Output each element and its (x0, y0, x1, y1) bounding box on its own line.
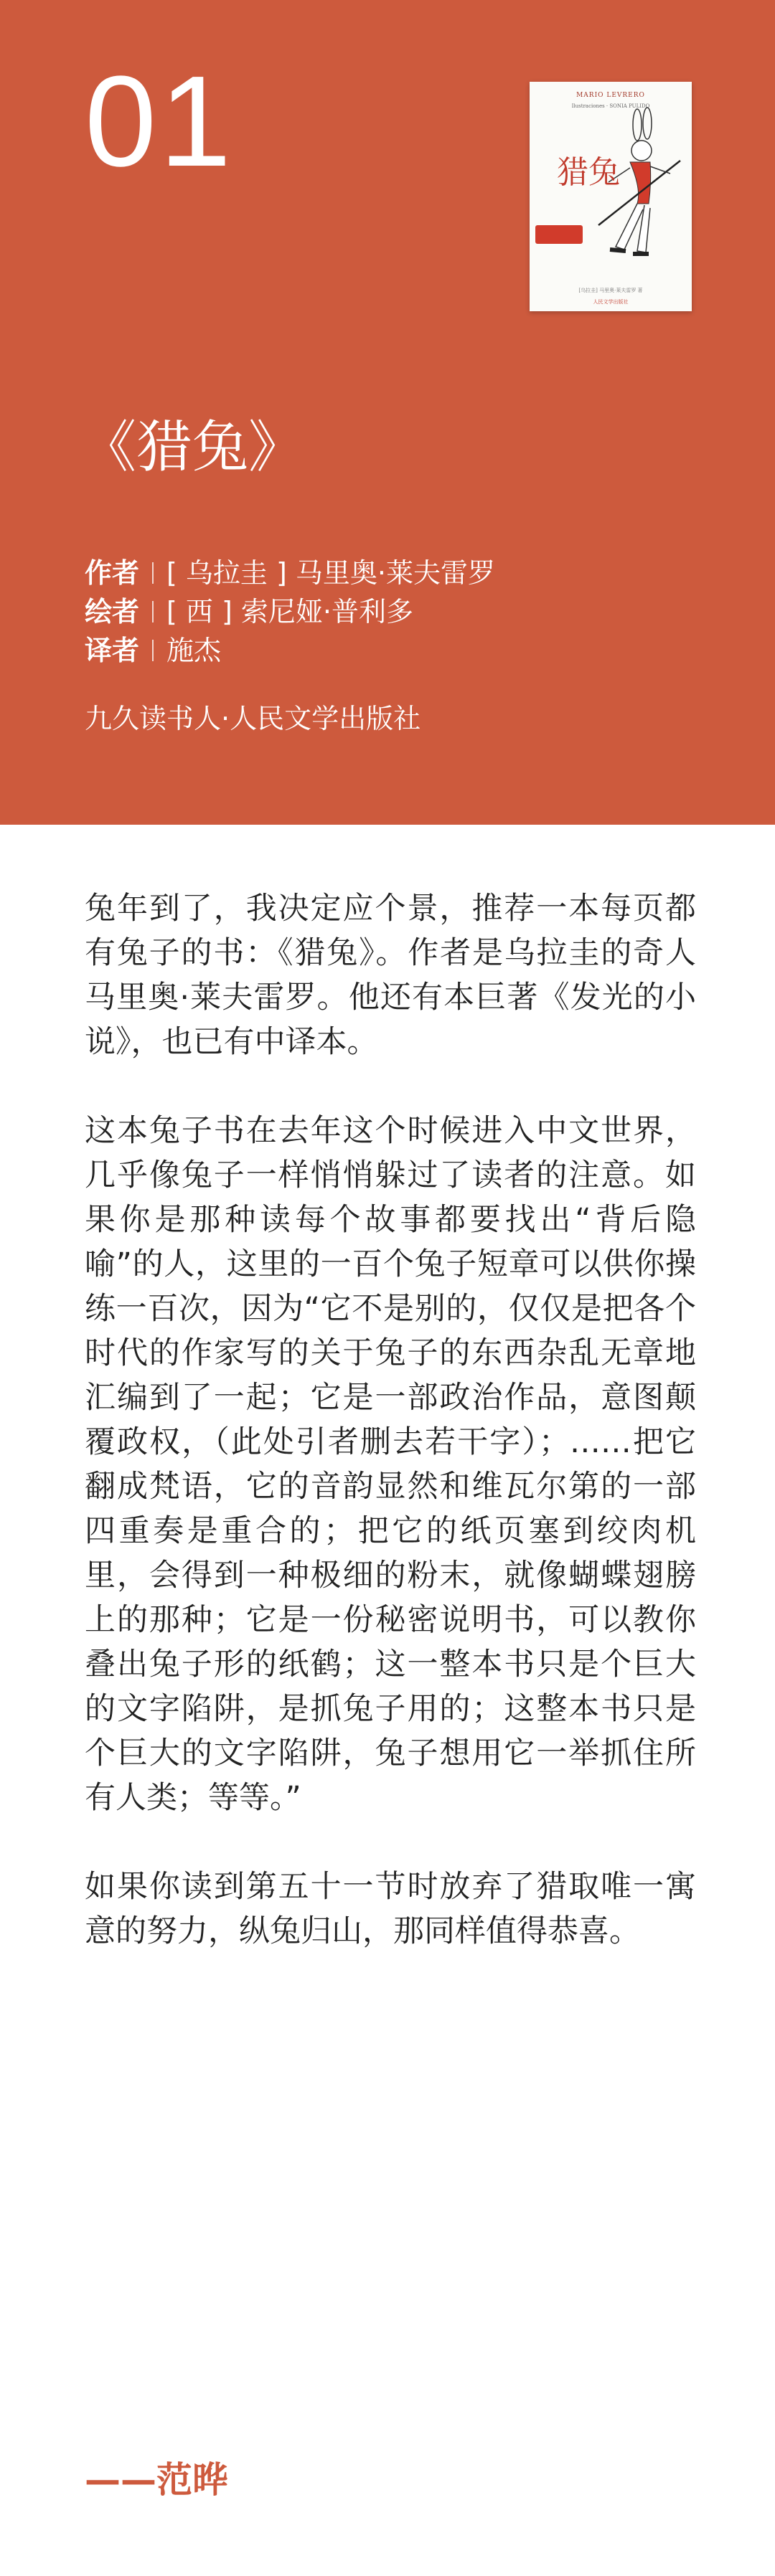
cover-author: MARIO LEVRERO (576, 92, 645, 99)
credit-row-translator (85, 631, 495, 670)
article-body (85, 886, 696, 1998)
credit-label: 译者 (85, 635, 140, 666)
cover-title: 猎兔 (557, 154, 620, 191)
credit-divider (152, 601, 154, 622)
credit-row-illustrator (85, 592, 495, 631)
paragraph: 兔年到了，我决定应个景，推荐一本每页都有兔子的书：《猎兔》。作者是乌拉圭的奇人马里奥·莱夫雷罗。他还有本巨著《发光的小说》，也已有中译本。 (85, 891, 696, 1060)
cover-footer: [乌拉圭] 马里奥·莱夫雷罗 著 (578, 288, 643, 293)
book-title: 《猎兔》 (80, 415, 305, 480)
book-cover-image (530, 82, 692, 311)
credit-label: 作者 (85, 557, 140, 589)
cover-publisher: 人民文学出版社 (593, 299, 629, 305)
paragraph: 如果你读到第五十一节时放弃了猎取唯一寓意的努力，纵兔归山，那同样值得恭喜。 (85, 1869, 696, 1949)
cover-illustrator: Ilustraciones · SONIA PULIDO (571, 103, 650, 109)
header-panel (0, 0, 775, 825)
credit-value: [ 乌拉圭 ] 马里奥·莱夫雷罗 (166, 557, 495, 589)
cover-sticker (535, 225, 583, 244)
credit-value: [ 西 ] 索尼娅·普利多 (166, 596, 413, 628)
publisher: 九久读书人·人民文学出版社 (85, 703, 421, 734)
credit-value: 施杰 (166, 635, 222, 666)
credit-label: 绘者 (85, 596, 140, 628)
credit-row-author (85, 554, 495, 592)
signature: ——范晔 (85, 2459, 228, 2501)
item-number: 01 (85, 49, 235, 194)
credits-list (85, 554, 495, 670)
credit-divider (152, 562, 154, 584)
credit-divider (152, 640, 154, 661)
paragraph: 这本兔子书在去年这个时候进入中文世界，几乎像兔子一样悄悄躲过了读者的注意。如果你是那种读每个故事都要找出“背后隐喻”的人，这里的一百个兔子短章可以供你操练一百次，因为“它不是别的，仅仅是把各个时代的作家写的关于兔子的东西杂乱无章地汇编到了一起；它是一部政治作品，意图颠覆政权，（此处引者删去若干字）；……把它翻成梵语，它的音韵显然和维瓦尔第的一部四重奏是重合的；把它的纸页塞到绞肉机里，会得到一种极细的粉末，就像蝴蝶翅膀上的那种；它是一份秘密说明书，可以教你叠出兔子形的纸鹤；这一整本书只是个巨大的文字陷阱，是抓兔子用的；这整本书只是个巨大的文字陷阱，兔子想用它一举抓住所有人类；等等。” (85, 1113, 696, 1816)
cover-illustration (530, 82, 692, 311)
